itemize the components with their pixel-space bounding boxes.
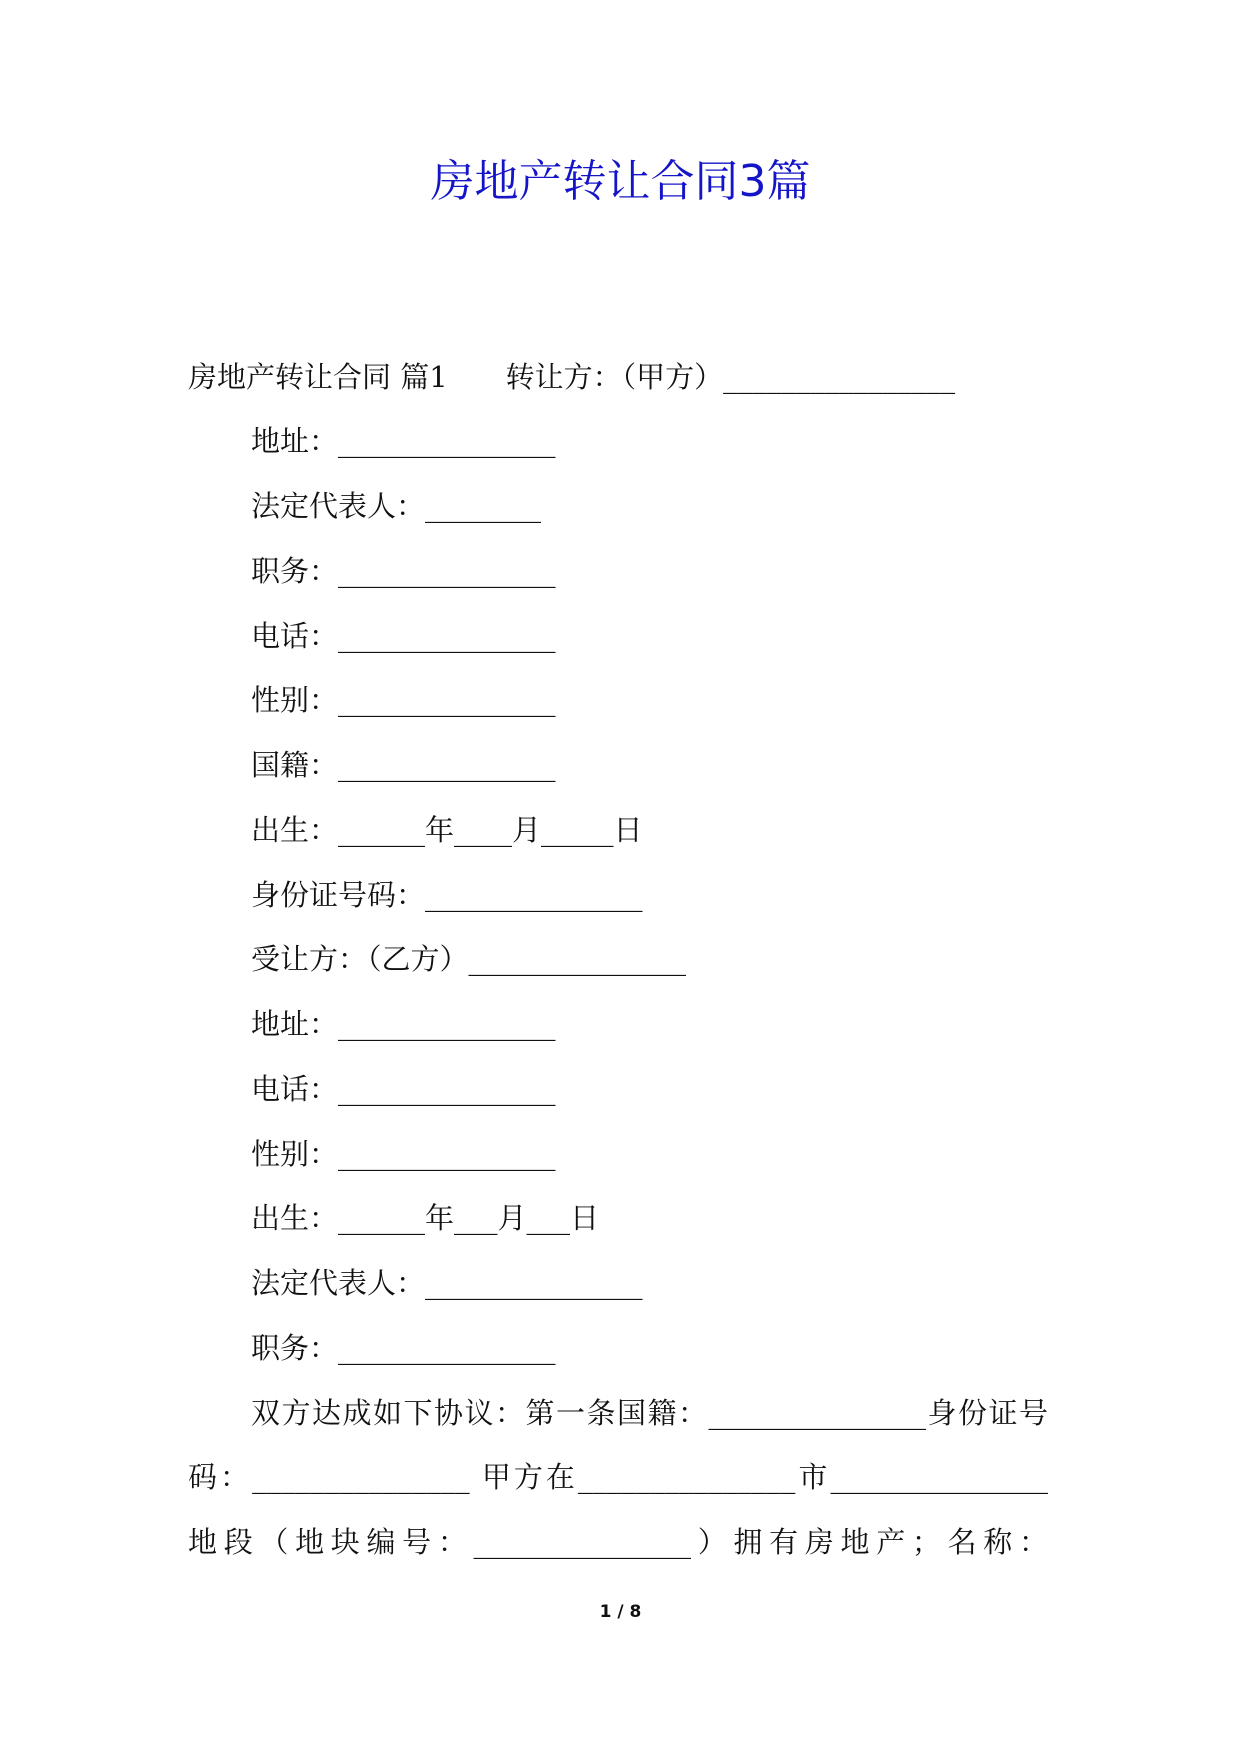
party-b-position: 职务：_______________ — [251, 1331, 556, 1365]
party-b-birth: 出生：______年___月___日 — [251, 1201, 600, 1235]
contract-heading-line: 房地产转让合同 篇1 转让方：（甲方）________________ — [188, 360, 956, 394]
party-b-heading: 受让方：（乙方）_______________ — [251, 942, 687, 976]
party-a-position: 职务：_______________ — [251, 554, 556, 588]
document-title: 房地产转让合同3篇 — [430, 156, 811, 207]
agreement-paragraph-line-1: 双方达成如下协议：第一条国籍：_______________身份证号 — [251, 1396, 1048, 1430]
party-b-gender: 性别：_______________ — [251, 1137, 556, 1171]
party-a-legal-rep: 法定代表人：________ — [251, 489, 542, 523]
party-b-legal-rep: 法定代表人：_______________ — [251, 1266, 643, 1300]
page-number: 1 / 8 — [599, 1602, 642, 1622]
party-a-nationality: 国籍：_______________ — [251, 748, 556, 782]
party-b-address: 地址：_______________ — [251, 1007, 556, 1041]
agreement-paragraph-line-2: 码：_______________ 甲方在_______________市_______________ — [188, 1460, 1048, 1494]
party-b-phone: 电话：_______________ — [251, 1072, 556, 1106]
party-a-id-number: 身份证号码：_______________ — [251, 878, 643, 912]
party-a-birth: 出生：______年____月_____日 — [251, 813, 643, 847]
agreement-paragraph-line-3: 地段（地块编号：_______________）拥有房地产；名称： — [188, 1525, 1048, 1559]
party-a-address: 地址：_______________ — [251, 424, 556, 458]
party-a-phone: 电话：_______________ — [251, 619, 556, 653]
party-a-gender: 性别：_______________ — [251, 683, 556, 717]
